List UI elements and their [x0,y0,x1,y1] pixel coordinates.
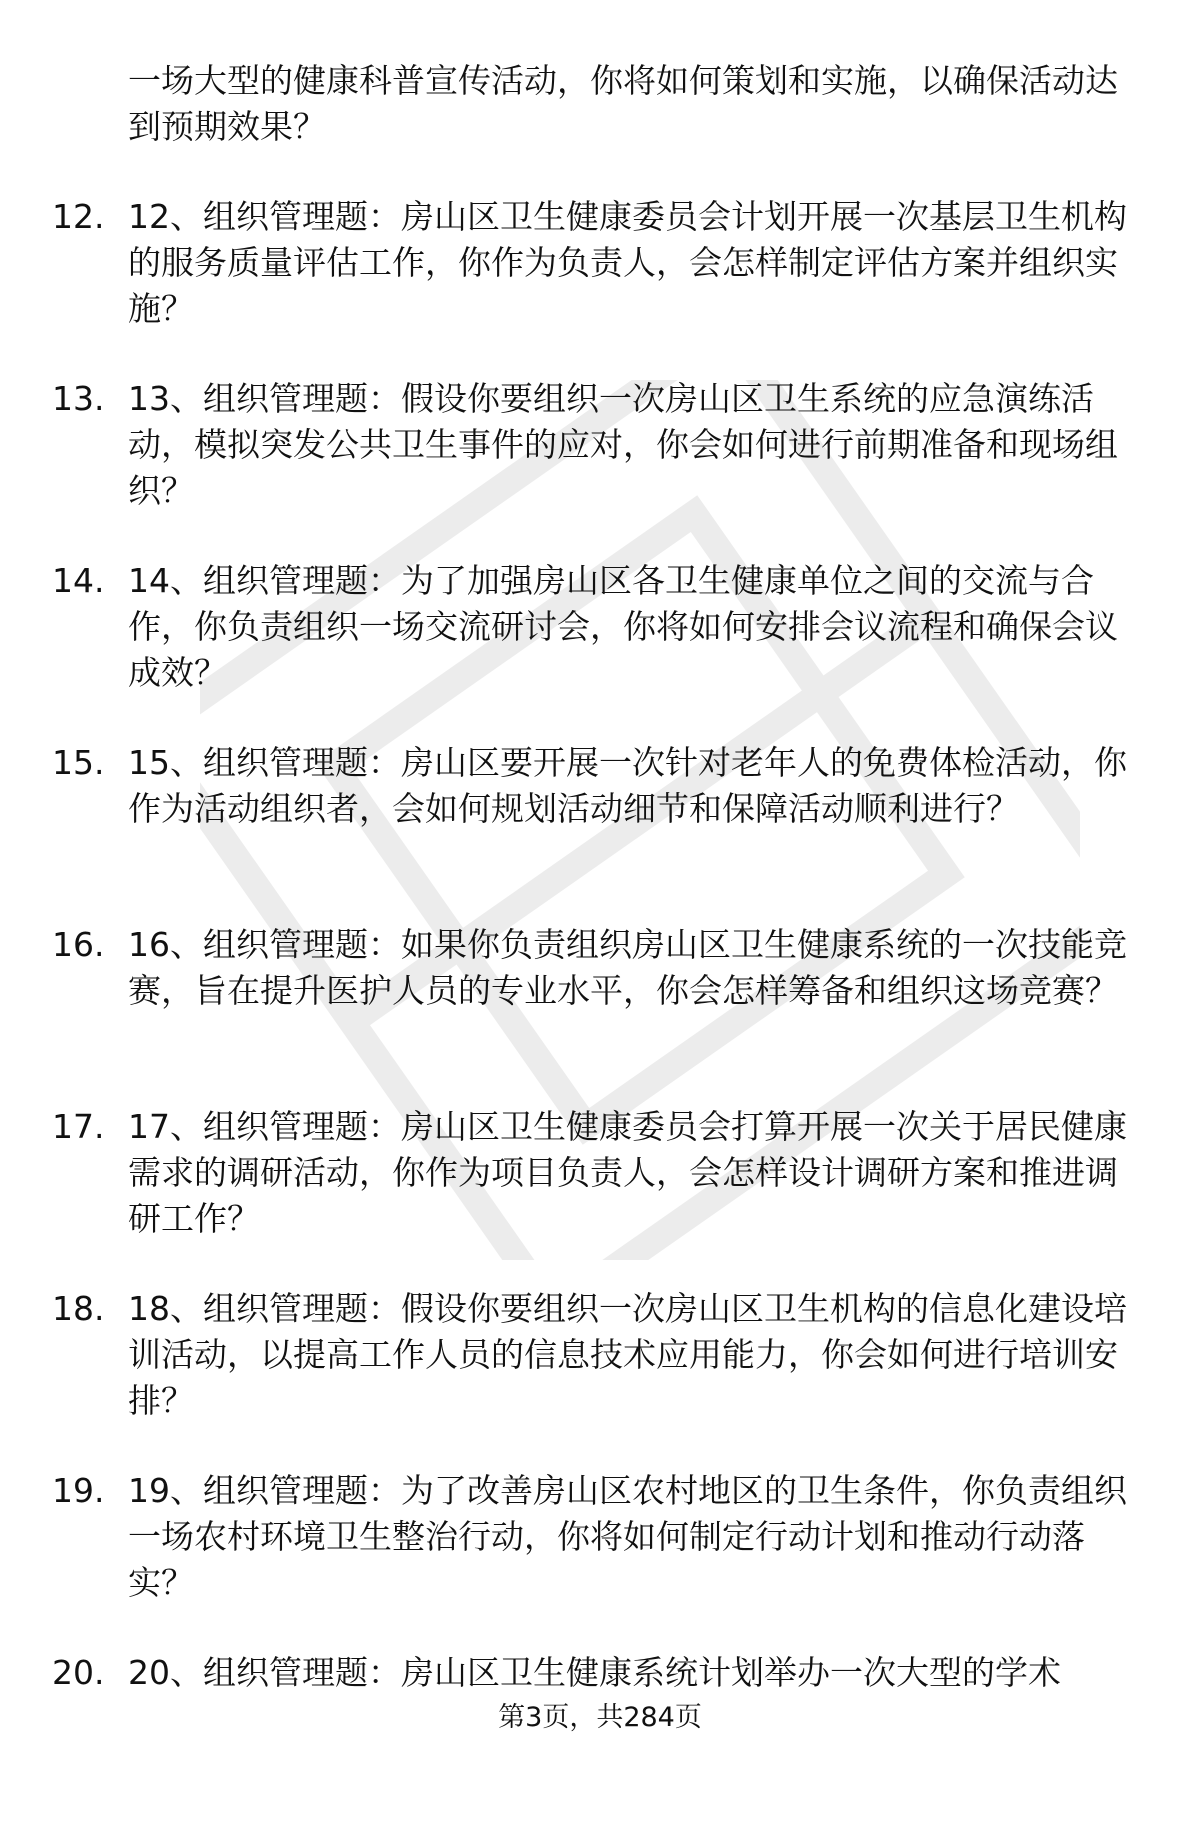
question-text: 17、组织管理题：房山区卫生健康委员会打算开展一次关于居民健康需求的调研活动，你作为项目负责人，会怎样设计调研方案和推进调研工作？ [128,1107,1127,1238]
question-text: 18、组织管理题：假设你要组织一次房山区卫生机构的信息化建设培训活动，以提高工作人员的信息技术应用能力，你会如何进行培训安排？ [128,1289,1127,1420]
question-number: 13. [52,379,105,418]
question-number: 12. [52,197,105,236]
question-item [0,922,1200,1060]
question-number: 17. [52,1107,105,1146]
question-item [0,558,1200,696]
continuation-text: 一场大型的健康科普宣传活动，你将如何策划和实施，以确保活动达到预期效果？ [128,61,1118,146]
question-item [0,740,1200,878]
question-number: 14. [52,561,105,600]
question-item [0,1104,1200,1242]
question-number: 16. [52,925,105,964]
question-item [0,194,1200,332]
question-number: 15. [52,743,105,782]
question-number: 18. [52,1289,105,1328]
question-item [0,376,1200,514]
question-text: 20、组织管理题：房山区卫生健康系统计划举办一次大型的学术 [128,1653,1061,1692]
question-text: 16、组织管理题：如果你负责组织房山区卫生健康系统的一次技能竞赛，旨在提升医护人员的专业水平，你会怎样筹备和组织这场竞赛？ [128,925,1127,1010]
question-item [0,1286,1200,1424]
question-text: 13、组织管理题：假设你要组织一次房山区卫生系统的应急演练活动，模拟突发公共卫生事件的应对，你会如何进行前期准备和现场组织？ [128,379,1118,510]
page-footer: 第3页，共284页 [498,1702,702,1733]
question-text: 14、组织管理题：为了加强房山区各卫生健康单位之间的交流与合作，你负责组织一场交流研讨会，你将如何安排会议流程和确保会议成效？ [128,561,1118,692]
question-number: 19. [52,1471,105,1510]
question-text: 19、组织管理题：为了改善房山区农村地区的卫生条件，你负责组织一场农村环境卫生整治行动，你将如何制定行动计划和推动行动落实？ [128,1471,1127,1602]
question-text: 15、组织管理题：房山区要开展一次针对老年人的免费体检活动，你作为活动组织者，会如何规划活动细节和保障活动顺利进行？ [128,743,1127,828]
question-list [0,194,1200,1832]
question-number: 20. [52,1653,105,1692]
question-item [0,1468,1200,1606]
question-text: 12、组织管理题：房山区卫生健康委员会计划开展一次基层卫生机构的服务质量评估工作，你作为负责人，会怎样制定评估方案并组织实施？ [128,197,1127,328]
